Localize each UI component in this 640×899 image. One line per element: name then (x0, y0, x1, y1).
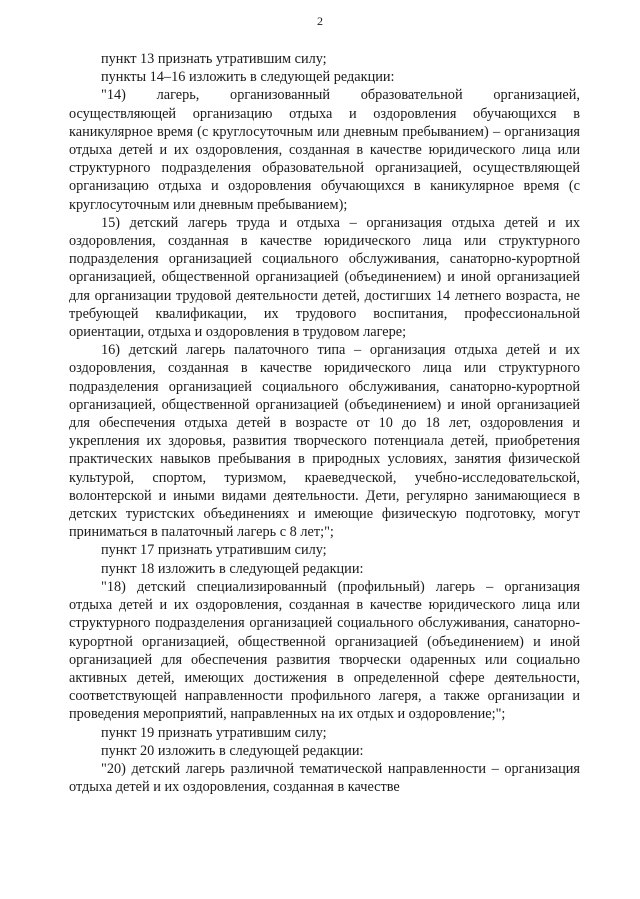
paragraph-item-13: пункт 13 признать утратившим силу; (101, 51, 327, 67)
paragraph-definition-14: "14) лагерь, организованный образовательной организацией, осуществляющей организацию отдыха и оздоровления обучающихся в каникулярное время (с круглосуточным или дневным пребыванием) – организация отдыха детей и их оздоровления, созданная в качестве юридического лица или структурного подразделения образовательной организацией, осуществляющей организацию отдыха и оздоровления обучающихся в каникулярное время (с круглосуточным или дневным пребыванием); (69, 87, 580, 213)
paragraph-item-18-intro: пункт 18 изложить в следующей редакции: (101, 560, 364, 577)
paragraph-items-14-16-intro: пункты 14–16 изложить в следующей редакции: (101, 69, 395, 86)
paragraph-item-19: пункт 19 признать утратившим силу; (101, 724, 327, 741)
paragraph-item-20-intro: пункт 20 изложить в следующей редакции: (101, 742, 364, 759)
document-body (69, 50, 580, 796)
paragraph-definition-15: 15) детский лагерь труда и отдыха – организация отдыха детей и их оздоровления, созданная в качестве юридического лица или структурного подразделения организацией социального обслуживания, санаторно-курортной организацией, общественной организацией (объединением) и иной организацией для организации трудовой деятельности детей, достигших 14 летнего возраста, не требующей квалификации, их трудового воспитания, профессиональной ориентации, отдыха и оздоровления в трудовом лагере; (69, 214, 580, 341)
page-number: 2 (317, 14, 323, 28)
paragraph-definition-16: 16) детский лагерь палаточного типа – организация отдыха детей и их оздоровления, созданная в качестве юридического лица или структурного подразделения организацией социального обслуживания, санаторно-курортной организацией, общественной организацией (объединением) и иной организацией для обеспечения отдыха детей в возрасте от 10 до 18 лет, оздоровления и укрепления их здоровья, развития творческого потенциала детей, приобретения практических навыков пребывания в природных условиях, занятия физической культурой, спортом, туризмом, краеведческой, учебно-исследовательской, волонтерской и иными видами деятельности. Дети, регулярно занимающиеся в детских туристских объединениях и имеющие физическую подготовку, могут приниматься в палаточный лагерь с 8 лет;"; (69, 342, 580, 541)
paragraph-definition-18: "18) детский специализированный (профильный) лагерь – организация отдыха детей и их оздоровления, созданная в качестве юридического лица или структурного подразделения организацией социального обслуживания, санаторно-курортной организацией, общественной организацией (объединением) и иной организацией для обеспечения развития творчески одаренных или социально активных детей, имеющих достижения в определенной сфере деятельности, соответствующей направленности профильного лагеря, а также организации и проведения мероприятий, направленных на их отдых и оздоровление;"; (69, 578, 580, 723)
paragraph-definition-20: "20) детский лагерь различной тематической направленности – организация отдыха детей и их оздоровления, созданная в качестве (69, 760, 580, 796)
paragraph-item-17: пункт 17 признать утратившим силу; (101, 542, 327, 559)
